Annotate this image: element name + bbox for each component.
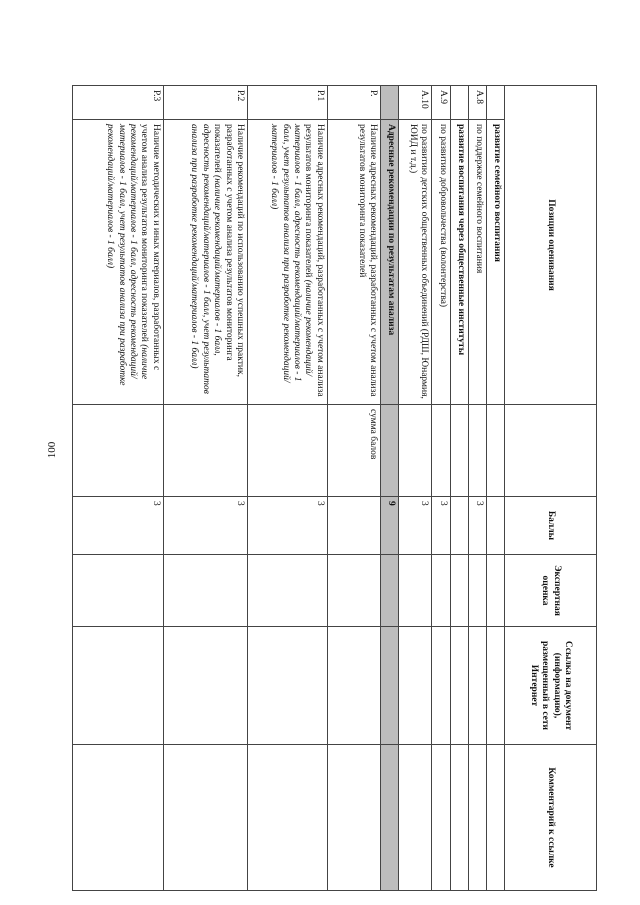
- row-expert: [248, 555, 328, 627]
- row-note: [248, 405, 328, 497]
- row-note: [380, 405, 398, 497]
- header-comment: Комментарий к ссылке: [505, 745, 597, 891]
- row-note: [432, 405, 450, 497]
- table-row: [450, 86, 468, 891]
- row-text-main: развитие воспитания через общественные институты: [455, 124, 466, 356]
- row-text: [163, 120, 247, 405]
- row-code: А.9: [432, 86, 450, 120]
- row-note: [486, 405, 504, 497]
- row-text-main: Наличие рекомендаций по использованию успешных практик, разработанных с учетом анализа результатов мониторинга показателей: [212, 124, 246, 377]
- row-points: [450, 497, 468, 555]
- row-text: [248, 120, 328, 405]
- row-text-main: Наличие адресных рекомендаций, разработанных с учетом анализа результатов мониторинга показателей: [356, 124, 378, 397]
- row-note: сумма балов: [327, 405, 380, 497]
- row-text: [468, 120, 486, 405]
- row-code: Р.3: [73, 86, 164, 120]
- row-expert: [399, 555, 432, 627]
- row-comment: [163, 745, 247, 891]
- header-empty: [505, 405, 597, 497]
- row-text-main: Наличие адресных рекомендаций, разработанных с учетом анализа результатов мониторинга показателей: [303, 124, 325, 397]
- row-link: [486, 627, 504, 745]
- row-points: [486, 497, 504, 555]
- table-body: [73, 86, 505, 891]
- table-row: [248, 86, 328, 891]
- row-comment: [450, 745, 468, 891]
- row-code: А.8: [468, 86, 486, 120]
- row-link: [248, 627, 328, 745]
- row-text: [432, 120, 450, 405]
- rotated-table-wrapper: [72, 85, 597, 890]
- table-row: [73, 86, 164, 891]
- row-text-main: по развитию детских общественных объединений (РДШ, Юнармия, ЮИД и т.д.): [407, 124, 430, 399]
- row-code: Р.2: [163, 86, 247, 120]
- row-text: [399, 120, 432, 405]
- row-text-main: Адресные рекомендации по результатам анализа: [386, 124, 397, 336]
- row-expert: [432, 555, 450, 627]
- row-points: 3: [248, 497, 328, 555]
- row-note: [450, 405, 468, 497]
- row-code: [486, 86, 504, 120]
- row-expert: [450, 555, 468, 627]
- row-text-criteria: (наличие рекомендаций/материалов - 1 балл, адресность рекомендаций/материалов - 1 балл, учет результатов анализа при разработке рекомендаций/материалов - 1 балл): [189, 124, 223, 394]
- row-expert: [163, 555, 247, 627]
- header-link: Ссылка на документ (информацию), размещенный в сети Интернет: [505, 627, 597, 745]
- table-row: [163, 86, 247, 891]
- row-text: [450, 120, 468, 405]
- row-text-main: развитие семейного воспитания: [492, 124, 502, 262]
- table-row: [468, 86, 486, 891]
- row-text-main: по развитию добровольчества (волонтерства): [437, 124, 448, 308]
- row-comment: [432, 745, 450, 891]
- row-expert: [73, 555, 164, 627]
- table-row: [486, 86, 504, 891]
- header-expert: Экспертная оценка: [505, 555, 597, 627]
- header-points: Баллы: [505, 497, 597, 555]
- table-row: [380, 86, 398, 891]
- row-text-criteria: (наличие рекомендаций/материалов - 1 балл, адресность рекомендаций/материалов - 1 балл, учет результатов анализа при разработке рекомендаций/материалов - 1 балл): [269, 124, 314, 383]
- table-row: [327, 86, 380, 891]
- row-points: 9: [380, 497, 398, 555]
- header-position: Позиции оценивания: [505, 86, 597, 405]
- row-text: [73, 120, 164, 405]
- row-link: [399, 627, 432, 745]
- row-link: [450, 627, 468, 745]
- row-comment: [399, 745, 432, 891]
- row-comment: [248, 745, 328, 891]
- row-link: [468, 627, 486, 745]
- row-points: 3: [73, 497, 164, 555]
- row-text-criteria: (наличие рекомендаций/материалов - 1 балл, адресность рекомендаций/материалов - 1 балл, учет результатов анализа при разработке рекомендаций/материалов - 1 балл): [105, 124, 150, 386]
- page-number: 100: [46, 441, 58, 459]
- row-code: А.10: [399, 86, 432, 120]
- row-comment: [73, 745, 164, 891]
- row-points: 3: [399, 497, 432, 555]
- row-expert: [380, 555, 398, 627]
- row-text: [486, 120, 504, 405]
- row-code: [450, 86, 468, 120]
- row-note: [399, 405, 432, 497]
- row-comment: [327, 745, 380, 891]
- row-expert: [486, 555, 504, 627]
- table-row: [432, 86, 450, 891]
- table-row: [399, 86, 432, 891]
- row-text-main: по поддержке семейного воспитания: [473, 124, 484, 274]
- row-link: [432, 627, 450, 745]
- row-note: [468, 405, 486, 497]
- row-code: [380, 86, 398, 120]
- row-points: 3: [432, 497, 450, 555]
- row-expert: [327, 555, 380, 627]
- row-note: [163, 405, 247, 497]
- assessment-table: [72, 85, 597, 891]
- row-link: [380, 627, 398, 745]
- row-note: [73, 405, 164, 497]
- row-text-main: Наличие методических и иных материалов, разработанных с учетом анализа результатов мониторинга показателей: [139, 124, 161, 371]
- row-comment: [486, 745, 504, 891]
- row-points: 3: [468, 497, 486, 555]
- row-text: [327, 120, 380, 405]
- row-comment: [380, 745, 398, 891]
- row-link: [163, 627, 247, 745]
- row-points: [327, 497, 380, 555]
- row-link: [73, 627, 164, 745]
- row-code: Р.1: [248, 86, 328, 120]
- row-code: Р.: [327, 86, 380, 120]
- row-text: [380, 120, 398, 405]
- row-comment: [468, 745, 486, 891]
- row-points: 3: [163, 497, 247, 555]
- row-link: [327, 627, 380, 745]
- row-expert: [468, 555, 486, 627]
